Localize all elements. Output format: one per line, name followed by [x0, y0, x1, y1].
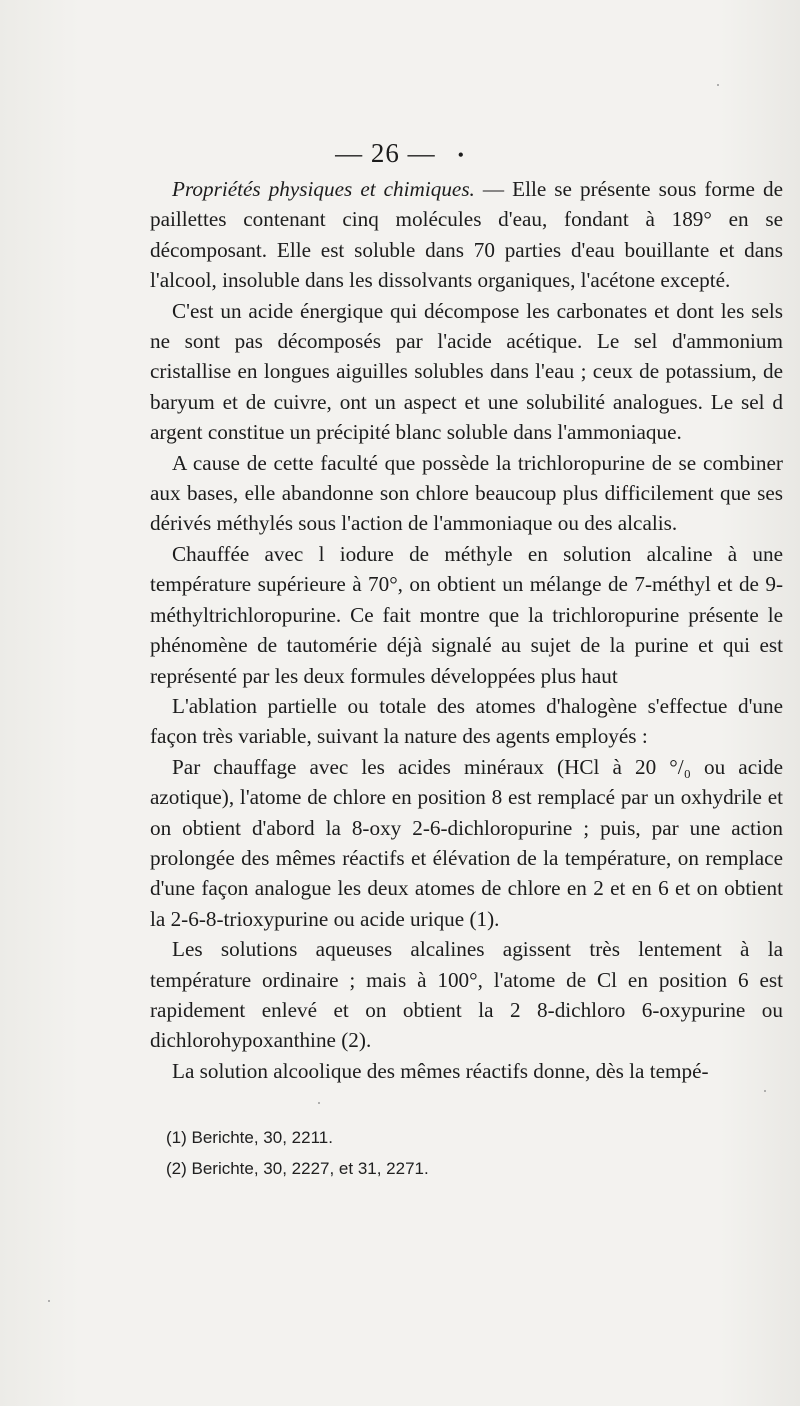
section-heading: Propriétés physiques et chimiques.	[172, 177, 475, 201]
scan-speck	[318, 1102, 320, 1104]
scan-speck	[48, 1300, 50, 1302]
paragraph-4: Chauffée avec l iodure de méthyle en solution alcaline à une température supérieure à 70°, on obtient un mélange de 7-méthyl et de 9-méthyltrichloropurine. Ce fait montre que la trichloropurine présente le phénomène de tautomérie déjà signalé au sujet de la purine et qui est représenté par les deux formules développées plus haut	[150, 541, 783, 688]
paragraph-2: C'est un acide énergique qui décompose les carbonates et dont les sels ne sont pas décomposés par l'acide acétique. Le sel d'ammonium cristallise en longues aiguilles solubles dans l'eau ; ceux de potassium, de baryum et de cuivre, ont un aspect et une solubilité analogues. Le sel d argent constitue un précipité blanc soluble dans l'ammoniaque.	[150, 298, 783, 445]
body-text	[150, 174, 783, 1086]
footnotes	[166, 1122, 766, 1184]
page-mark: •	[457, 145, 465, 166]
footnote-2: (2) Berichte, 30, 2227, et 31, 2271.	[166, 1159, 429, 1178]
page-number	[0, 138, 800, 169]
paragraph-8: La solution alcoolique des mêmes réactifs donne, dès la tempé-	[172, 1058, 709, 1083]
paragraph-6: Par chauffage avec les acides minéraux (HCl à 20 °/₀ ou acide azotique), l'atome de chlore en position 8 est remplacé par un oxhydrile et on obtient d'abord la 8-oxy 2-6-dichloropurine ; puis, par une action prolongée des mêmes réactifs et élévation de la température, on remplace d'une façon analogue les deux atomes de chlore en 2 et en 6 et on obtient la 2-6-8-trioxypurine ou acide urique (1).	[150, 754, 783, 931]
scan-speck	[764, 1090, 766, 1092]
page-number-text: — 26 —	[335, 138, 436, 168]
paragraph-7: Les solutions aqueuses alcalines agissent très lentement à la température ordinaire ; mais à 100°, l'atome de Cl en position 6 est rapidement enlevé et on obtient la 2 8-dichloro 6-oxypurine ou dichlorohypoxanthine (2).	[150, 937, 783, 1053]
paragraph-3: A cause de cette faculté que possède la trichloropurine de se combiner aux bases, elle abandonne son chlore beaucoup plus difficilement que ses dérivés méthylés sous l'action de l'ammoniaque ou des alcalis.	[150, 450, 783, 536]
footnote-1: (1) Berichte, 30, 2211.	[166, 1128, 333, 1147]
paragraph-5: L'ablation partielle ou totale des atomes d'halogène s'effectue d'une façon très variable, suivant la nature des agents employés :	[150, 693, 783, 749]
paragraph-1-text: — Elle se présente sous forme de paillettes contenant cinq molécules d'eau, fondant à 189° en se décomposant. Elle est soluble dans 70 parties d'eau bouillante et dans l'alcool, insoluble dans les dissolvants organiques, l'acétone excepté.	[150, 177, 783, 293]
scan-speck	[717, 84, 719, 86]
paragraph-properties	[150, 174, 783, 296]
